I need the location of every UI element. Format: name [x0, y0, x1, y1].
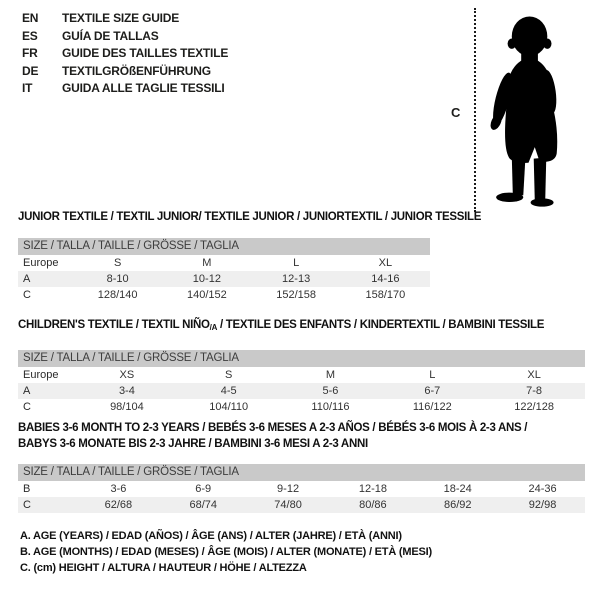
- table-cell: 8-10: [106, 273, 129, 285]
- size-header-bar: SIZE / TALLA / TAILLE / GRÖSSE / TAGLIA: [18, 238, 430, 255]
- table-cell: 6-7: [424, 385, 441, 397]
- table-cell: 3-6: [110, 483, 127, 495]
- row-label: Europe: [23, 257, 59, 269]
- language-label: TEXTILE SIZE GUIDE: [62, 11, 180, 25]
- table-cell: S: [113, 257, 122, 269]
- table-cell: L: [293, 257, 300, 269]
- row-label: C: [23, 499, 31, 511]
- legend-line-c: C. (cm) HEIGHT / ALTURA / HAUTEUR / HÖHE / ALTEZZA: [20, 562, 307, 574]
- language-code: FR: [22, 46, 38, 60]
- row-label: B: [23, 483, 31, 495]
- baby-silhouette-image: [487, 5, 593, 214]
- section-title-text: CHILDREN'S TEXTILE / TEXTIL NIÑO: [18, 319, 210, 331]
- section-title-subscript: /A: [209, 323, 218, 332]
- table-cell: 104/110: [209, 401, 249, 413]
- table-row: [18, 271, 430, 287]
- section-title-line2: BABYS 3-6 MONATE BIS 2-3 JAHRE / BAMBINI 3-6 MESI A 2-3 ANNI: [18, 438, 368, 450]
- table-cell: 116/122: [412, 401, 452, 413]
- table-cell: 24-36: [528, 483, 557, 495]
- junior-size-table: [18, 255, 430, 303]
- height-marker-label: C: [451, 105, 461, 120]
- table-cell: 9-12: [277, 483, 300, 495]
- language-label: GUÍA DE TALLAS: [62, 28, 159, 43]
- section-babies-textile: [18, 420, 585, 513]
- row-label: Europe: [23, 369, 59, 381]
- table-cell: 62/68: [104, 499, 133, 511]
- table-row: [18, 367, 585, 383]
- language-row: [22, 80, 228, 98]
- section-title: [18, 318, 585, 335]
- table-cell: 140/152: [186, 289, 227, 301]
- table-cell: XS: [119, 369, 135, 381]
- table-cell: 158/170: [365, 289, 406, 301]
- table-cell: 122/128: [514, 401, 554, 413]
- measurement-legend: [20, 528, 432, 576]
- table-cell: 12-18: [358, 483, 387, 495]
- language-label: GUIDA ALLE TAGLIE TESSILI: [62, 81, 225, 95]
- table-cell: 110/116: [311, 401, 350, 413]
- table-cell: 4-5: [220, 385, 237, 397]
- row-label: A: [23, 273, 31, 285]
- language-row: [22, 10, 228, 28]
- row-label: A: [23, 385, 31, 397]
- table-row: [18, 481, 585, 497]
- table-cell: 18-24: [443, 483, 472, 495]
- language-row: [22, 63, 228, 81]
- table-cell: 128/140: [97, 289, 138, 301]
- table-cell: 98/104: [110, 401, 144, 413]
- table-cell: L: [429, 369, 436, 381]
- table-cell: XL: [378, 257, 393, 269]
- table-cell: 3-4: [118, 385, 135, 397]
- table-cell: 6-9: [195, 483, 212, 495]
- table-cell: 86/92: [443, 499, 472, 511]
- size-header-bar: SIZE / TALLA / TAILLE / GRÖSSE / TAGLIA: [18, 350, 585, 367]
- babies-size-table: [18, 481, 585, 513]
- legend-line-a: A. AGE (YEARS) / EDAD (AÑOS) / ÂGE (ANS) / ALTER (JAHRE) / ETÀ (ANNI): [20, 530, 402, 542]
- table-row: [18, 383, 585, 399]
- table-cell: M: [325, 369, 336, 381]
- row-label: C: [23, 289, 31, 301]
- section-title: [18, 420, 585, 452]
- table-cell: 92/98: [528, 499, 557, 511]
- children-size-table: [18, 367, 585, 415]
- language-row: [22, 45, 228, 63]
- section-title: JUNIOR TEXTILE / TEXTIL JUNIOR/ TEXTILE JUNIOR / JUNIORTEXTIL / JUNIOR TESSILE: [18, 211, 482, 223]
- table-cell: 14-16: [371, 273, 400, 285]
- table-row: [18, 287, 430, 303]
- language-code: IT: [22, 81, 33, 95]
- language-label: TEXTILGRÖßENFÜHRUNG: [62, 63, 211, 78]
- table-cell: 74/80: [274, 499, 302, 511]
- language-header: [22, 10, 228, 98]
- table-cell: 12-13: [282, 273, 311, 285]
- size-header-bar: SIZE / TALLA / TAILLE / GRÖSSE / TAGLIA: [18, 464, 585, 481]
- language-code: DE: [22, 63, 39, 78]
- table-cell: XL: [527, 369, 541, 381]
- language-code: EN: [22, 11, 39, 25]
- table-cell: 5-6: [322, 385, 339, 397]
- table-cell: M: [202, 257, 212, 269]
- section-junior-textile: [18, 210, 482, 303]
- language-row: [22, 28, 228, 46]
- section-title-line1: BABIES 3-6 MONTH TO 2-3 YEARS / BEBÉS 3-6 MESES A 2-3 AÑOS / BÉBÉS 3-6 MOIS À 2-3 ANS /: [18, 422, 528, 434]
- table-row: [18, 497, 585, 513]
- table-row: [18, 255, 430, 271]
- section-childrens-textile: [18, 318, 585, 415]
- table-cell: 7-8: [526, 385, 543, 397]
- language-label: GUIDE DES TAILLES TEXTILE: [62, 46, 229, 60]
- language-code: ES: [22, 28, 38, 43]
- table-cell: 80/86: [359, 499, 387, 511]
- table-cell: 68/74: [189, 499, 217, 511]
- table-cell: 152/158: [276, 289, 316, 301]
- height-dotted-line: [474, 8, 476, 212]
- legend-line-b: B. AGE (MONTHS) / EDAD (MESES) / ÂGE (MOIS) / ALTER (MONATE) / ETÀ (MESI): [20, 546, 432, 558]
- row-label: C: [23, 401, 31, 413]
- section-title-text: / TEXTILE DES ENFANTS / KINDERTEXTIL / BAMBINI TESSILE: [217, 319, 545, 331]
- table-row: [18, 399, 585, 415]
- table-cell: S: [225, 369, 233, 381]
- table-cell: 10-12: [192, 273, 221, 285]
